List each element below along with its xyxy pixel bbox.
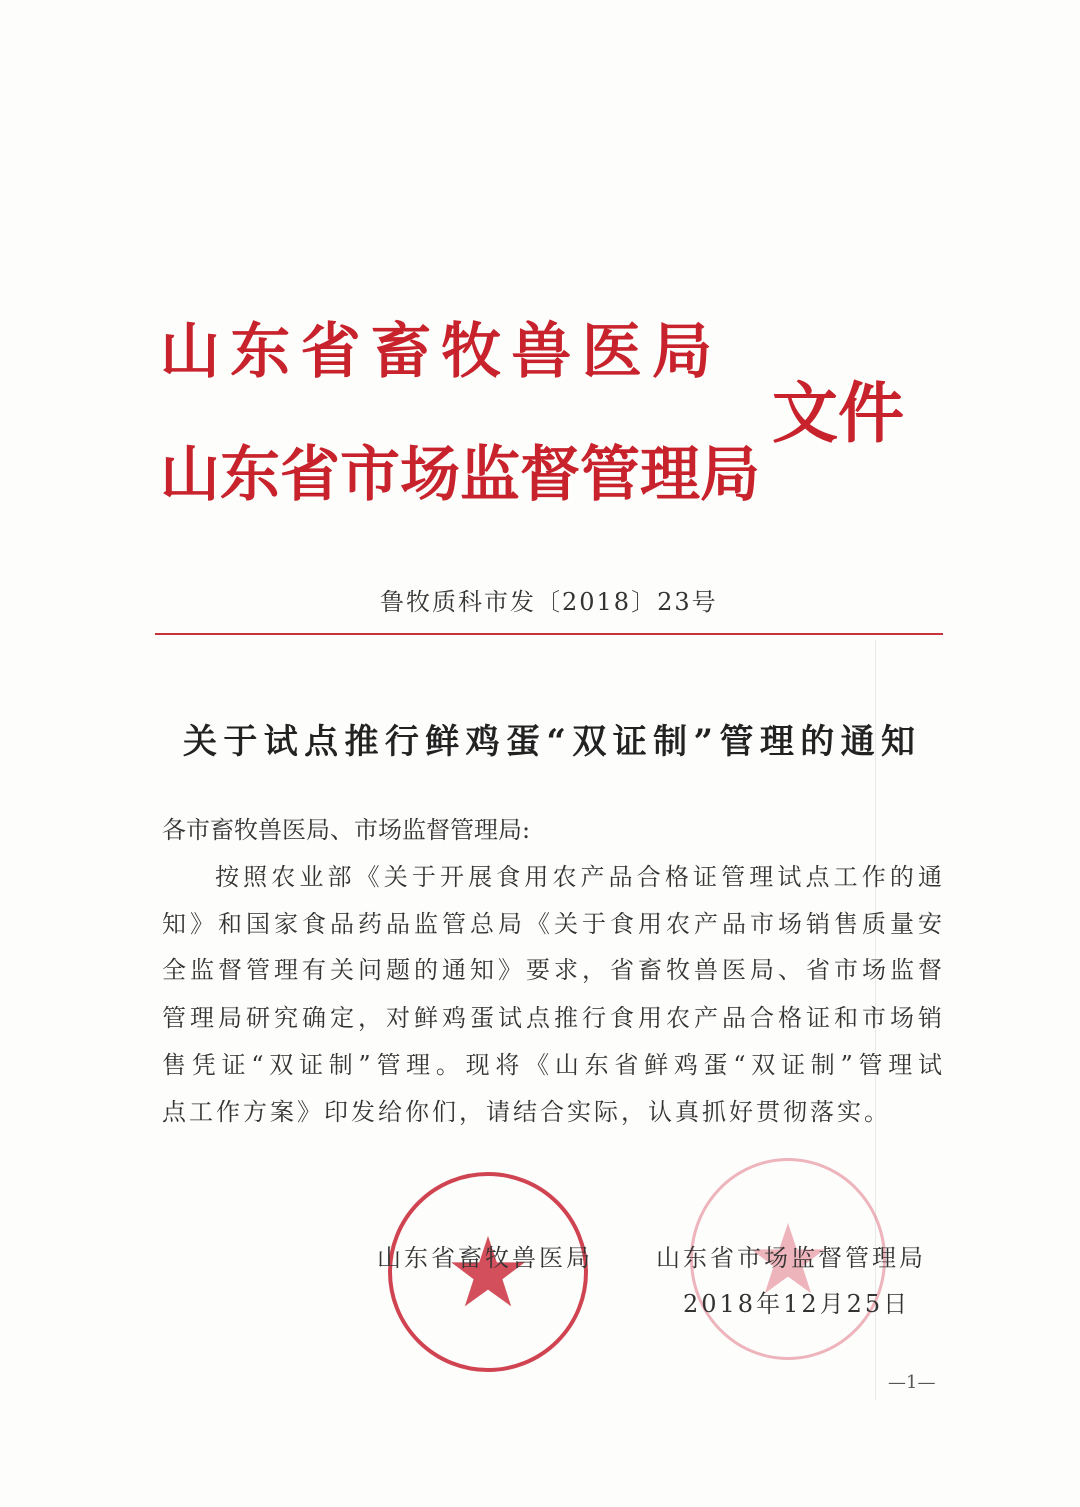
body-line: 管理局研究确定，对鲜鸡蛋试点推行食用农产品合格证和市场销 bbox=[162, 1004, 942, 1032]
issue-date: 2018年12月25日 bbox=[683, 1290, 911, 1318]
body-line: 全监督管理有关问题的通知》要求，省畜牧兽医局、省市场监督 bbox=[162, 956, 942, 984]
doc-number: 鲁牧质科市发〔2018〕23号 bbox=[380, 588, 718, 616]
doc-type: 文件 bbox=[772, 374, 904, 452]
page-number: —1— bbox=[888, 1372, 936, 1393]
body-line: 售凭证“双证制”管理。现将《山东省鲜鸡蛋“双证制”管理试 bbox=[162, 1051, 942, 1079]
body-line: 点工作方案》印发给你们，请结合实际，认真抓好贯彻落实。 bbox=[162, 1098, 891, 1126]
signer-1: 山东省畜牧兽医局 bbox=[377, 1244, 593, 1272]
issuer-1: 山东省畜牧兽医局 bbox=[160, 317, 712, 387]
salutation: 各市畜牧兽医局、市场监督管理局: bbox=[162, 816, 531, 844]
body-line: 按照农业部《关于开展食用农产品合格证管理试点工作的通 bbox=[215, 863, 942, 891]
signer-2: 山东省市场监督管理局 bbox=[656, 1244, 926, 1272]
red-divider bbox=[155, 633, 943, 635]
body-line: 知》和国家食品药品监管总局《关于食用农产品市场销售质量安 bbox=[162, 910, 942, 938]
issuer-2: 山东省市场监督管理局 bbox=[160, 440, 760, 510]
document-title: 关于试点推行鲜鸡蛋“双证制”管理的通知 bbox=[183, 722, 915, 762]
